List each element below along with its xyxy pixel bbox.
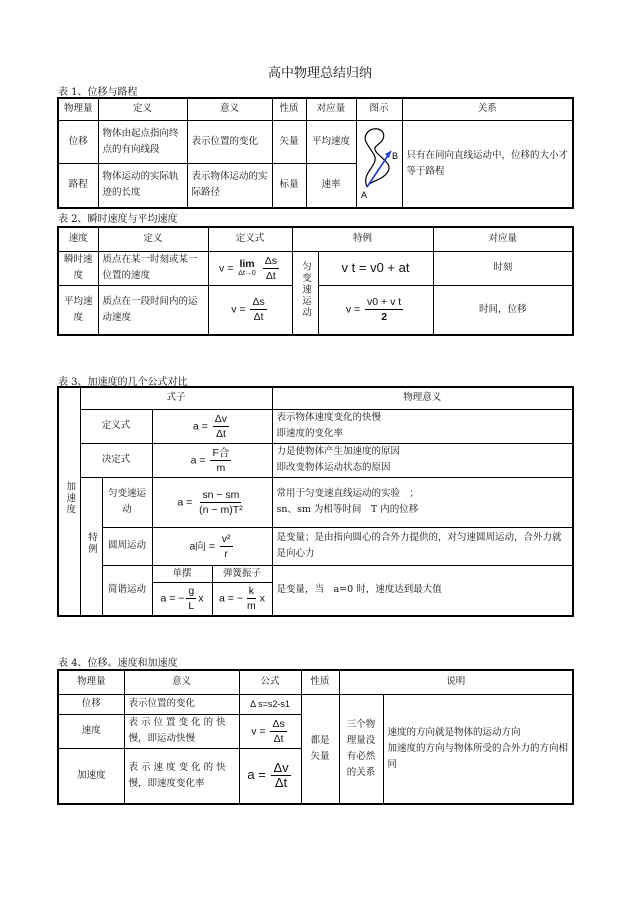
fraction-numerator: k <box>248 585 254 598</box>
fraction-numerator: Δs <box>264 254 277 267</box>
table2-caption: 表 2、瞬时速度与平均速度 <box>58 214 178 225</box>
table-displacement-distance <box>57 97 574 209</box>
fraction-denominator: L <box>188 600 195 613</box>
explanation-line: 加速度的方向与物体所受的合外力的方向相同 <box>387 742 569 770</box>
formula-lhs: a = − <box>160 592 185 605</box>
uniform-accel-formula <box>152 477 272 527</box>
formula-lhs: a = − <box>219 592 243 605</box>
meaning-cell: 是变量，当 a=0 时，速度达到最大值 <box>272 565 573 616</box>
nature-cell: 标量 <box>272 164 306 208</box>
explanation-line: 速度的方向就是物体的运动方向 <box>387 726 521 738</box>
relation-note: 三个物理量没有必然的关系 <box>339 694 383 804</box>
formula-name: 圆周运动 <box>102 527 152 565</box>
formula-lhs: a = <box>192 419 208 432</box>
nature-cell: 矢量 <box>272 120 306 164</box>
header-cell: 特例 <box>292 227 433 251</box>
formula-lhs: v = <box>345 303 361 316</box>
meaning-cell: 表示物体运动的实际路径 <box>187 164 272 208</box>
pendulum-formula <box>152 582 212 616</box>
formula-lhs: v = <box>231 303 246 316</box>
corresponding-cell: 时间，位移 <box>433 285 573 335</box>
header-cell: 公式 <box>239 670 301 694</box>
corresponding-cell: 平均速度 <box>306 120 356 164</box>
special-label-text: 特例 <box>86 531 97 555</box>
meaning-cell <box>272 443 573 477</box>
acceleration-group-label <box>58 387 80 616</box>
definition-formula <box>152 409 272 443</box>
circular-motion-formula <box>152 527 272 565</box>
header-cell: 物理量 <box>58 98 98 120</box>
table3-caption: 表 3、加速度的几个公式对比 <box>58 377 188 388</box>
quantity-name: 加速度 <box>58 748 124 804</box>
page-title: 高中物理总结归纳 <box>267 66 372 81</box>
quantity-name: 位移 <box>58 694 124 714</box>
table4-caption: 表 4、位移、速度和加速度 <box>58 658 178 669</box>
formula-name: 简谐运动 <box>102 565 152 616</box>
average-velocity-formula <box>208 285 292 335</box>
path-diagram-cell <box>356 120 402 208</box>
group-label-text: 加速度 <box>64 481 76 516</box>
uniform-accel-velocity-formula: v t = v0 + at <box>318 251 433 285</box>
special-case-label <box>292 251 318 335</box>
fraction-numerator: F合 <box>212 446 230 459</box>
meaning-line: 即改变物体运动状态的原因 <box>276 462 391 473</box>
instant-velocity-formula <box>208 251 292 285</box>
meaning-cell <box>272 409 573 443</box>
acceleration-formula <box>239 748 301 804</box>
explanation-cell <box>383 694 573 804</box>
header-cell: 意义 <box>187 98 272 120</box>
sub-header-cell: 单摆 <box>152 565 212 582</box>
fraction-numerator: v² <box>221 532 231 545</box>
fraction-denominator: r <box>224 547 228 560</box>
formula-lhs: v = <box>219 261 234 274</box>
header-cell: 定义式 <box>208 227 292 251</box>
meaning-line: 即速度的变化率 <box>276 428 344 439</box>
formula-lhs: a = <box>177 495 193 508</box>
determining-formula <box>152 443 272 477</box>
definition-cell: 质点在一段时间内的运动速度 <box>98 285 208 335</box>
meaning-line: sn、sm 为相等时间 T 内的位移 <box>276 504 419 515</box>
average-velocity-special-formula <box>318 285 433 335</box>
fraction-denominator: 2 <box>381 311 388 324</box>
relation-cell: 只有在同向直线运动中，位移的大小才等于路程 <box>402 120 573 208</box>
quantity-name: 位移 <box>58 120 98 164</box>
fraction-numerator: sn − sm <box>202 488 240 501</box>
header-cell: 性质 <box>272 98 306 120</box>
lim-text: lim <box>239 258 255 270</box>
path-diagram <box>357 121 403 207</box>
definition-cell: 物体由起点指向终点的有向线段 <box>98 120 187 164</box>
corresponding-cell: 速率 <box>306 164 356 208</box>
quantity-name: 路程 <box>58 164 98 208</box>
formula-lhs: a = <box>190 453 206 466</box>
nature-cell: 都是矢量 <box>301 694 339 804</box>
header-cell: 物理意义 <box>272 387 573 409</box>
header-cell: 物理量 <box>58 670 124 694</box>
fraction-numerator: Δv <box>214 412 228 425</box>
fraction-denominator: m <box>216 461 226 474</box>
header-cell: 关系 <box>402 98 573 120</box>
point-b-label: B <box>391 150 398 161</box>
meaning-cell <box>272 477 573 527</box>
fraction-denominator: Δt <box>253 311 264 324</box>
definition-cell: 物体运动的实际轨迹的长度 <box>98 164 187 208</box>
header-cell: 定义 <box>98 98 187 120</box>
meaning-cell: 表示位置的变化 <box>124 694 239 714</box>
lim-subscript: Δt→0 <box>238 270 256 277</box>
fraction-numerator: v0 + v t <box>367 296 402 309</box>
arrow-head-icon <box>385 151 391 158</box>
meaning-line: 表示物体速度变化的快慢 <box>276 412 382 423</box>
formula-name: 决定式 <box>80 443 152 477</box>
fraction-denominator: Δt <box>265 269 276 282</box>
header-cell: 定义 <box>98 227 208 251</box>
meaning-cell: 表 示 位 置 变 化 的 快 慢，即运动快慢 <box>124 714 239 748</box>
velocity-name: 平均速度 <box>58 285 98 335</box>
fraction-numerator: Δv <box>273 760 289 776</box>
special-case-label <box>80 477 102 616</box>
displacement-formula: Δ s=s2-s1 <box>239 694 301 714</box>
spring-formula <box>212 582 272 616</box>
formula-name: 匀变速运动 <box>102 477 152 527</box>
formula-lhs: a向 = <box>189 539 215 552</box>
header-cell: 性质 <box>301 670 339 694</box>
formula-lhs: a = <box>247 767 266 783</box>
meaning-line: 力是使物体产生加速度的原因 <box>276 446 401 457</box>
header-cell: 对应量 <box>306 98 356 120</box>
fraction-denominator: m <box>246 600 256 613</box>
formula-lhs: v = <box>251 724 266 737</box>
point-a-label: A <box>360 189 367 200</box>
header-cell: 式子 <box>80 387 272 409</box>
formula-rhs: x <box>198 592 204 605</box>
velocity-name: 瞬时速度 <box>58 251 98 285</box>
quantity-name: 速度 <box>58 714 124 748</box>
fraction-denominator: Δt <box>215 427 226 440</box>
meaning-line: 常用于匀变速直线运动的实验 ； <box>276 488 420 499</box>
fraction-denominator: (n − m)T² <box>199 503 243 516</box>
meaning-cell: 表 示 速 度 变 化 的 快 慢，即速度变化率 <box>124 748 239 804</box>
table-acceleration <box>57 386 574 617</box>
header-cell: 速度 <box>58 227 98 251</box>
table-displacement-velocity-acceleration <box>57 669 574 805</box>
table-velocity <box>57 226 574 336</box>
fraction-denominator: Δt <box>273 732 284 745</box>
fraction-numerator: Δs <box>272 717 285 730</box>
definition-cell: 质点在某一时刻或某一位置的速度 <box>98 251 208 285</box>
fraction-numerator: Δs <box>252 296 265 309</box>
header-cell: 说明 <box>339 670 573 694</box>
fraction-numerator: g <box>188 585 195 598</box>
corresponding-cell: 时刻 <box>433 251 573 285</box>
meaning-cell: 表示位置的变化 <box>187 120 272 164</box>
formula-name: 定义式 <box>80 409 152 443</box>
special-case-text: 匀变速运动 <box>300 261 311 319</box>
header-cell: 意义 <box>124 670 239 694</box>
header-cell: 对应量 <box>433 227 573 251</box>
sub-header-cell: 弹簧振子 <box>212 565 272 582</box>
header-cell: 图示 <box>356 98 402 120</box>
fraction-denominator: Δt <box>274 775 288 791</box>
meaning-cell: 是变量；是由指向圆心的合外力提供的，对匀速圆周运动，合外力就是向心力 <box>272 527 573 565</box>
formula-rhs: x <box>259 592 265 605</box>
table1-caption: 表 1、位移与路程 <box>58 87 138 98</box>
velocity-formula <box>239 714 301 748</box>
limit-operator <box>238 258 256 278</box>
